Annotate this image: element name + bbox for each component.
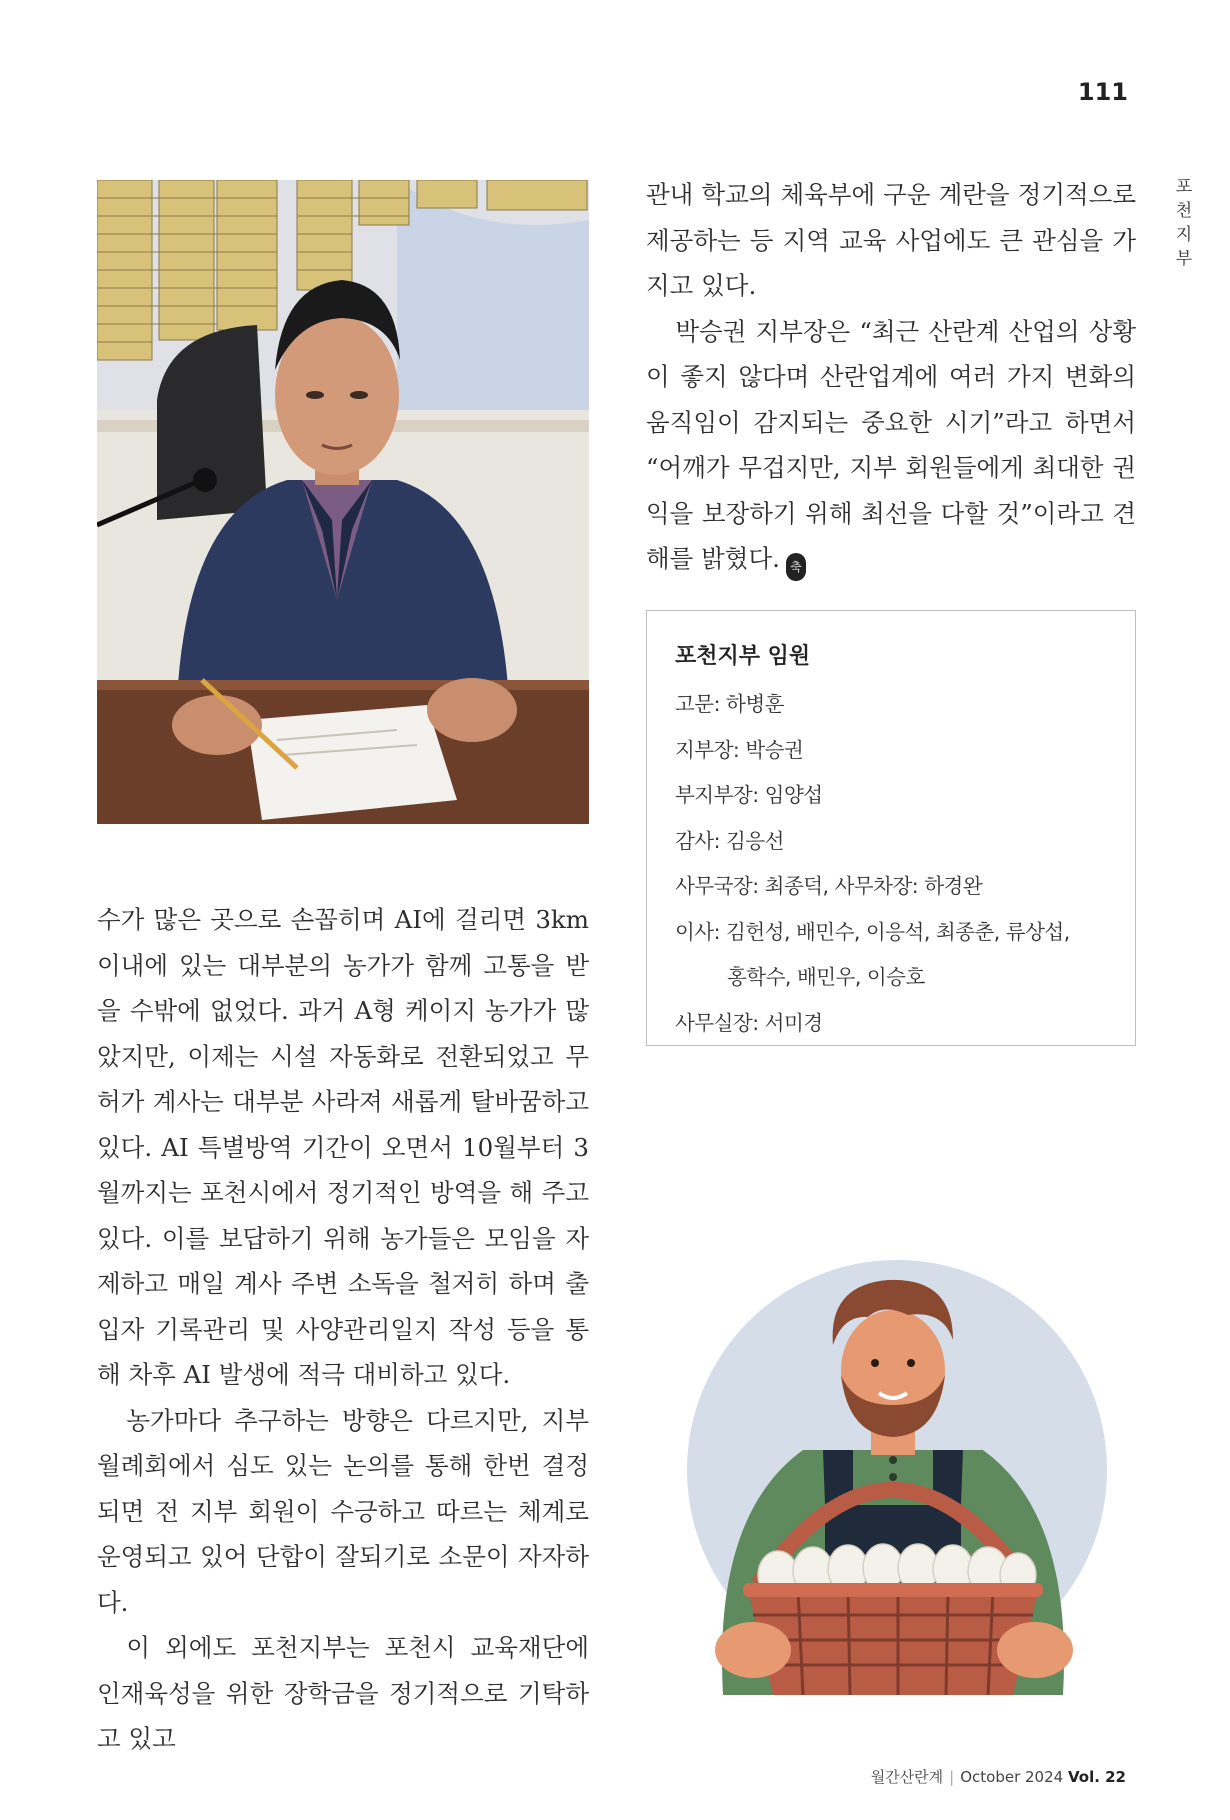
officers-title: 포천지부 임원 bbox=[675, 644, 811, 669]
officer-row: 고문: 하병훈 bbox=[675, 692, 784, 716]
officers-box bbox=[646, 610, 1136, 1046]
volume-number: Vol. 22 bbox=[1067, 1768, 1126, 1786]
section-tab: 포천지부 bbox=[1175, 177, 1193, 269]
paragraph: 이 외에도 포천지부는 포천시 교육재단에 인재육성을 위한 장학금을 정기적으로 기탁하고 있고 bbox=[97, 1633, 589, 1753]
officer-row: 부지부장: 임양섭 bbox=[675, 783, 823, 807]
officer-row: 사무실장: 서미경 bbox=[675, 1010, 823, 1035]
paragraph bbox=[646, 309, 1136, 582]
left-column-text bbox=[97, 897, 589, 1762]
issue-date: October 2024 bbox=[960, 1768, 1064, 1786]
officer-row: 지부장: 박승권 bbox=[675, 737, 804, 762]
paragraph: 농가마다 추구하는 방향은 다르지만, 지부 월례회에서 심도 있는 논의를 통해 한번 결정되면 전 지부 회원이 수긍하고 따르는 체계로 운영되고 있어 단합이 잘되기로 소문이 자자하다. bbox=[97, 1405, 589, 1617]
officer-row: 홍학수, 배민우, 이승호 bbox=[727, 965, 925, 989]
officer-row: 사무국장: 최종덕, 사무차장: 하경완 bbox=[675, 874, 983, 898]
end-mark-icon: 축 bbox=[786, 553, 806, 581]
page-number: 111 bbox=[1077, 78, 1128, 106]
magazine-name: 월간산란계 bbox=[870, 1768, 944, 1786]
footer-separator: | bbox=[949, 1768, 955, 1786]
farmer-egg-basket-illustration bbox=[653, 1255, 1141, 1695]
branch-chief-photo bbox=[97, 180, 589, 824]
paragraph: 수가 많은 곳으로 손꼽히며 AI에 걸리면 3km 이내에 있는 대부분의 농가가 함께 고통을 받을 수밖에 없었다. 과거 A형 케이지 농가가 많았지만, 이제는 시설 자동화로 전환되었고 무허가 계사는 대부분 사라져 새롭게 탈바꿈하고 있다. AI 특별방역 기간이 오면서 10월부터 3월까지는 포천시에서 정기적인 방역을 해 주고 있다. 이를 보답하기 위해 농가들은 모임을 자제하고 매일 계사 주변 소독을 철저히 하며 출입자 기록관리 및 사양관리일지 작성 등을 통해 차후 AI 발생에 적극 대비하고 있다. bbox=[97, 905, 589, 1389]
officer-row: 감사: 김응선 bbox=[675, 828, 784, 853]
footer bbox=[871, 1766, 1126, 1787]
paragraph-text: 박승권 지부장은 “최근 산란계 산업의 상황이 좋지 않다며 산란업계에 여러 가지 변화의 움직임이 감지되는 중요한 시기”라고 하면서 “어깨가 무겁지만, 지부 회원들에게 최대한 권익을 보장하기 위해 최선을 다할 것”이라고 견해를 밝혔다. bbox=[646, 316, 1136, 573]
right-column-text bbox=[646, 172, 1136, 582]
officer-row: 이사: 김헌성, 배민수, 이응석, 최종춘, 류상섭, bbox=[675, 919, 1070, 944]
paragraph: 관내 학교의 체육부에 구운 계란을 정기적으로 제공하는 등 지역 교육 사업에도 큰 관심을 가지고 있다. bbox=[646, 180, 1136, 300]
